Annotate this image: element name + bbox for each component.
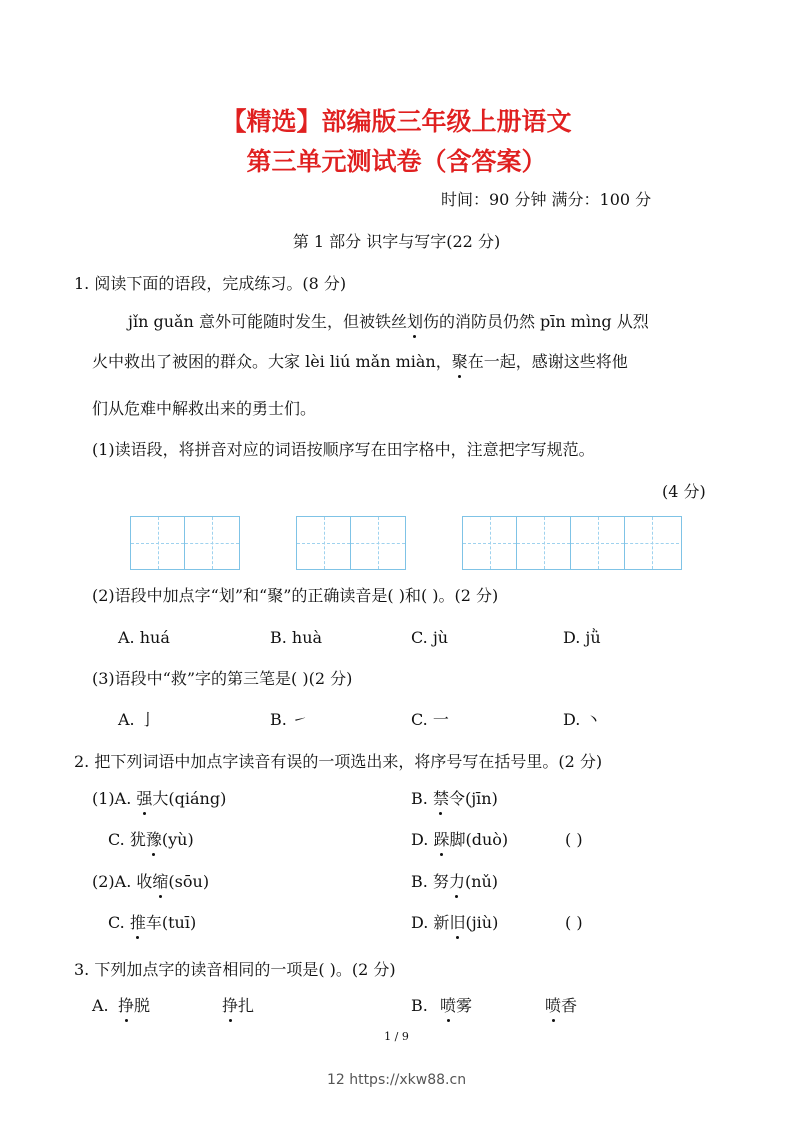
q2-stem: 2. 把下列词语中加点字读音有误的一项选出来，将序号写在括号里。(2 分) xyxy=(74,752,603,771)
q2-g1-option-c: C. 犹豫(yù) xyxy=(108,830,194,849)
q3-option-b-label: B. xyxy=(411,996,428,1015)
q2-g2-option-c: C. 推车(tuī) xyxy=(108,913,197,932)
page-number: 1 / 9 xyxy=(384,1030,409,1043)
q1-sub2-option-b: B. huà xyxy=(270,628,323,647)
q1-sub2-option-a: A. huá xyxy=(118,628,170,647)
q3-option-b-word2: 喷香 xyxy=(545,996,578,1015)
q3-option-b-word1: 喷雾 xyxy=(440,996,473,1015)
q1-passage-line3: 们从危难中解救出来的勇士们。 xyxy=(92,399,317,418)
q2-g1-option-b: B. 禁令(jīn) xyxy=(411,789,498,808)
q1-sub2: (2)语段中加点字“划”和“聚”的正确读音是( )和( )。(2 分) xyxy=(92,586,499,605)
q1-sub3-option-a: A. 亅 xyxy=(118,710,156,729)
q1-sub3-option-b: B. ㇀ xyxy=(270,710,308,729)
q2-g2-answer-paren[interactable]: ( ) xyxy=(565,913,583,932)
q2-g1-option-a: (1)A. 强大(qiáng) xyxy=(92,789,227,808)
doc-title-line1: 【精选】部编版三年级上册语文 xyxy=(221,107,572,136)
q2-g2-option-d: D. 新旧(jiù) xyxy=(411,913,499,932)
section-heading: 第 1 部分 识字与写字(22 分) xyxy=(292,232,501,251)
writing-grid-3[interactable] xyxy=(462,516,682,570)
q2-g2-option-a: (2)A. 收缩(sōu) xyxy=(92,872,210,891)
q2-g2-option-b: B. 努力(nǔ) xyxy=(411,872,499,891)
q2-g1-answer-paren[interactable]: ( ) xyxy=(565,830,583,849)
q3-option-a-word1: 挣脱 xyxy=(118,996,151,1015)
doc-title-line2: 第三单元测试卷（含答案） xyxy=(246,147,547,176)
q1-passage-line1: jǐn guǎn 意外可能随时发生，但被铁丝划伤的消防员仍然 pīn mìng 从烈 xyxy=(128,312,649,331)
exam-info: 时间：90 分钟 满分：100 分 xyxy=(441,190,652,209)
q1-sub1: (1)读语段，将拼音对应的词语按顺序写在田字格中，注意把字写规范。 xyxy=(92,440,595,459)
writing-grid-1[interactable] xyxy=(130,516,240,570)
q3-stem: 3. 下列加点字的读音相同的一项是( )。(2 分) xyxy=(74,960,396,979)
q1-passage-line2: 火中救出了被困的群众。大家 lèi liú mǎn miàn，聚在一起，感谢这些将他 xyxy=(92,352,628,371)
q1-sub1-score: (4 分) xyxy=(662,482,706,501)
q2-g1-option-d: D. 跺脚(duò) xyxy=(411,830,509,849)
q1-sub3-option-d: D. 丶 xyxy=(563,710,602,729)
q1-sub3-option-c: C. 一 xyxy=(411,710,449,729)
dotted-char-hua: 划 xyxy=(406,312,423,331)
footer-url[interactable]: 12 https://xkw88.cn xyxy=(326,1072,467,1088)
q1-stem: 1. 阅读下面的语段，完成练习。(8 分) xyxy=(74,274,347,293)
q3-option-a-label: A. xyxy=(92,996,109,1015)
dotted-char-ju: 聚 xyxy=(451,352,468,371)
q1-sub2-option-d: D. jǜ xyxy=(563,628,601,647)
q3-option-a-word2: 挣扎 xyxy=(222,996,255,1015)
q1-sub3: (3)语段中“救”字的第三笔是( )(2 分) xyxy=(92,669,353,688)
writing-grid-2[interactable] xyxy=(296,516,406,570)
q1-sub2-option-c: C. jù xyxy=(411,628,449,647)
